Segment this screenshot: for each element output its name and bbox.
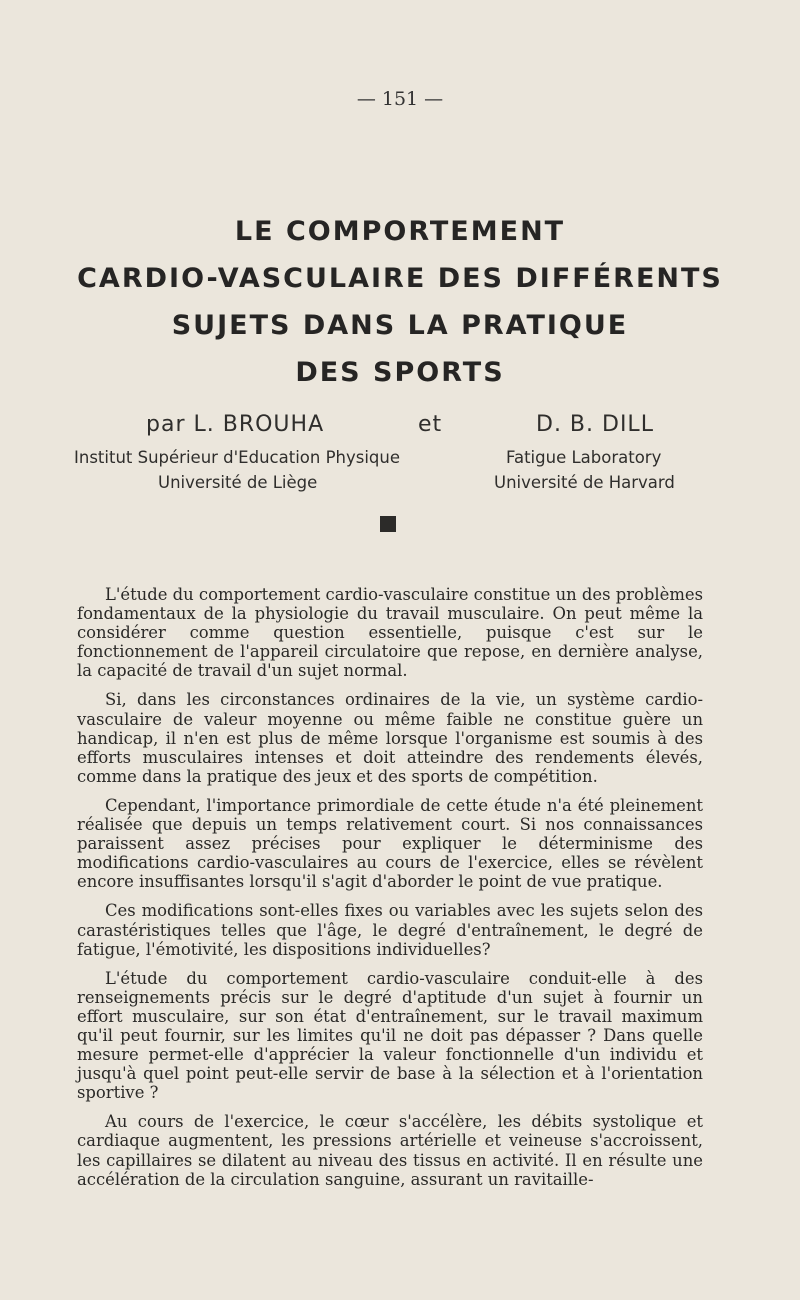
- paragraph: Au cours de l'exercice, le cœur s'accélère, les débits systolique et cardiaque augmentent, les pressions artérielle et veineuse s'accroissent, les capillaires se dilatent au niveau des tissus en activité. Il en résulte une accélération de la circulation sanguine, assurant un ravitaille-: [77, 1112, 703, 1189]
- section-marker: [380, 516, 396, 532]
- author-connector: et: [418, 412, 443, 437]
- page-number: — 151 —: [356, 88, 444, 110]
- paragraph: L'étude du comportement cardio-vasculaire constitue un des problèmes fondamentaux de la physiologie du travail musculaire. On peut même la considérer comme question essentielle, puisque c'est sur le fonctionnement de l'appareil circulatoire que repose, en dernière analyse, la capacité de travail d'un sujet normal.: [77, 585, 703, 681]
- paragraph: L'étude du comportement cardio-vasculaire conduit-elle à des renseignements précis sur le degré d'aptitude d'un sujet à fournir un effort musculaire, sur son état d'entraînement, sur le travail maximum qu'il peut fournir, sur les limites qu'il ne doit pas dépasser ? Dans quelle mesure permet-elle d'apprécier la valeur fonctionnelle d'un individu et jusqu'à quel point peut-elle servir de base à la sélection et à l'orientation sportive ?: [77, 968, 703, 1103]
- author-2-university: Université de Harvard: [494, 473, 675, 492]
- title-line-1: LE COMPORTEMENT: [234, 216, 566, 247]
- author-2-name: D. B. DILL: [536, 412, 654, 437]
- title-line-3: SUJETS DANS LA PRATIQUE: [171, 310, 629, 341]
- article-title: [0, 208, 800, 396]
- author-1-institute: Institut Supérieur d'Education Physique: [74, 448, 401, 467]
- author-1-university: Université de Liège: [158, 473, 318, 492]
- title-line-4: DES SPORTS: [295, 357, 505, 388]
- paragraph: Si, dans les circonstances ordinaires de la vie, un système cardio-vasculaire de valeur moyenne ou même faible ne constitue guère un handicap, il n'en est plus de même lorsque l'organisme est soumis à des efforts musculaires intenses et doit atteindre des rendements élevés, comme dans la pratique des jeux et des sports de compétition.: [77, 690, 703, 786]
- paragraph: Cependant, l'importance primordiale de cette étude n'a été pleinement réalisée que depuis un temps relativement court. Si nos connaissances paraissent assez précises pour expliquer le déterminisme des modifications cardio-vasculaires au cours de l'exercice, elles se révèlent encore insuffisantes lorsqu'il s'agit d'aborder le point de vue pratique.: [77, 795, 703, 892]
- article-body: [77, 585, 703, 1199]
- author-2-laboratory: Fatigue Laboratory: [506, 448, 662, 467]
- author-1-name: par L. BROUHA: [146, 412, 325, 437]
- paragraph: Ces modifications sont-elles fixes ou variables avec les sujets selon des carastéristiques telles que l'âge, le degré d'entraînement, le degré de fatigue, l'émotivité, les dispositions individuelles?: [77, 901, 703, 959]
- title-line-2: CARDIO-VASCULAIRE DES DIFFÉRENTS: [77, 263, 723, 294]
